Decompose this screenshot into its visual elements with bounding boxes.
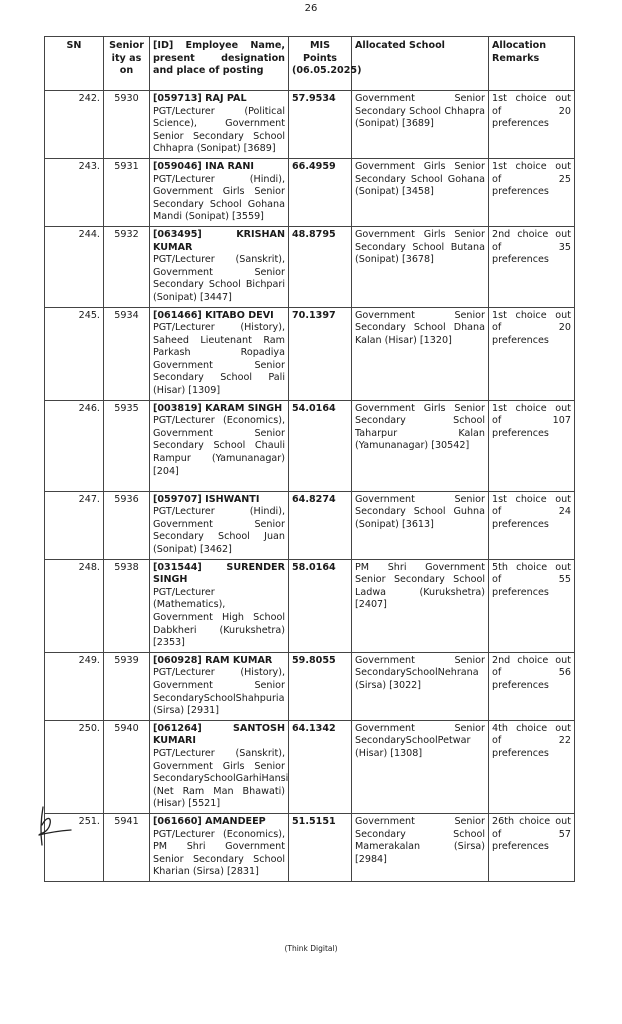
table-row [45,91,575,159]
cell-allocated-school: Government Senior Secondary School Dhana Kalan (Hisar) [1320] [352,307,489,400]
cell-allocation-remarks: 1st choice out of 20 preferences [489,307,575,400]
cell-allocation-remarks: 26th choice out of 57 preferences [489,813,575,881]
employee-posting: PGT/Lecturer (Hindi), Government Girls Senior Secondary School Gohana Mandi (Sonipat) [3559] [153,173,285,223]
cell-sn: 247. [45,491,104,559]
cell-employee [150,720,289,813]
employee-id-name: [059707] ISHWANTI [153,493,260,505]
table-row [45,559,575,652]
cell-seniority: 5932 [104,226,150,307]
employee-posting: PGT/Lecturer (Economics), Government Senior Secondary School Chauli Rampur (Yamunanagar) [204] [153,415,285,477]
cell-mis-points: 64.1342 [289,720,352,813]
cell-seniority: 5935 [104,400,150,491]
cell-allocated-school: Government Girls Senior Secondary School Taharpur Kalan (Yamunanagar) [30542] [352,400,489,491]
cell-sn: 248. [45,559,104,652]
cell-allocated-school: Government Senior Secondary School Chhapra (Sonipat) [3689] [352,91,489,159]
cell-allocation-remarks: 1st choice out of 24 preferences [489,491,575,559]
employee-posting: PGT/Lecturer (Political Science), Government Senior Secondary School Chhapra (Sonipat) [3689] [153,105,285,155]
table-row [45,491,575,559]
cell-allocated-school: Government Senior SecondarySchoolPetwar (Hisar) [1308] [352,720,489,813]
page-number: 26 [304,3,318,14]
cell-sn: 250. [45,720,104,813]
cell-sn: 244. [45,226,104,307]
employee-id-name: [059046] INA RANI [153,160,254,172]
cell-employee [150,652,289,720]
cell-employee [150,491,289,559]
header-employee: [ID] Employee Name, present designation and place of posting [150,37,289,91]
cell-employee [150,158,289,226]
cell-allocation-remarks: 2nd choice out of 56 preferences [489,652,575,720]
cell-sn: 245. [45,307,104,400]
cell-allocation-remarks: 4th choice out of 22 preferences [489,720,575,813]
cell-mis-points: 64.8274 [289,491,352,559]
table-row [45,720,575,813]
cell-sn: 246. [45,400,104,491]
cell-seniority: 5939 [104,652,150,720]
employee-posting: PGT/Lecturer (Hindi), Government Senior Secondary School Juan (Sonipat) [3462] [153,506,285,556]
cell-mis-points: 66.4959 [289,158,352,226]
employee-posting: PGT/Lecturer (Economics), PM Shri Government Senior Secondary School Kharian (Sirsa) [2831] [153,828,285,878]
cell-allocation-remarks: 2nd choice out of 35 preferences [489,226,575,307]
cell-seniority: 5931 [104,158,150,226]
employee-id-name: [059713] RAJ PAL [153,93,247,104]
table-row [45,400,575,491]
header-seniority: Senior ity as on [104,37,150,91]
cell-seniority: 5938 [104,559,150,652]
table-row [45,813,575,881]
table-row [45,652,575,720]
cell-allocation-remarks: 1st choice out of 20 preferences [489,91,575,159]
cell-sn: 242. [45,91,104,159]
cell-allocated-school: Government Girls Senior Secondary School Gohana (Sonipat) [3458] [352,158,489,226]
cell-allocated-school: Government Senior Secondary School Mamerakalan (Sirsa) [2984] [352,813,489,881]
table-row [45,226,575,307]
cell-employee [150,307,289,400]
cell-employee [150,813,289,881]
employee-id-name: [061264] SANTOSH KUMARI [153,722,285,747]
header-sn: SN [45,37,104,91]
cell-allocated-school: Government Senior SecondarySchoolNehrana (Sirsa) [3022] [352,652,489,720]
cell-sn: 243. [45,158,104,226]
footer-note: (Think Digital) [284,944,338,953]
cell-seniority: 5940 [104,720,150,813]
allocation-table [44,36,575,882]
employee-posting: PGT/Lecturer (History), Government Senior SecondarySchoolShahpuria (Sirsa) [2931] [153,667,285,717]
employee-id-name: [061660] AMANDEEP [153,815,266,827]
cell-seniority: 5934 [104,307,150,400]
cell-allocation-remarks: 1st choice out of 107 preferences [489,400,575,491]
cell-mis-points: 48.8795 [289,226,352,307]
cell-sn: 251. [45,813,104,881]
cell-employee [150,559,289,652]
cell-mis-points: 70.1397 [289,307,352,400]
table-row [45,307,575,400]
cell-mis-points: 54.0164 [289,400,352,491]
cell-seniority: 5930 [104,91,150,159]
employee-id-name: [031544] SURENDER SINGH [153,561,285,586]
cell-mis-points: 57.9534 [289,91,352,159]
employee-id-name: [003819] KARAM SINGH [153,402,283,414]
cell-allocation-remarks: 5th choice out of 55 preferences [489,559,575,652]
employee-id-name: [060928] RAM KUMAR [153,654,273,666]
employee-id-name: [063495] KRISHAN KUMAR [153,228,285,253]
employee-id-name: [061466] KITABO DEVI [153,309,274,321]
cell-allocated-school: Government Senior Secondary School Guhna (Sonipat) [3613] [352,491,489,559]
header-allocated-school: Allocated School [352,37,489,91]
cell-mis-points: 58.0164 [289,559,352,652]
table-row [45,158,575,226]
employee-posting: PGT/Lecturer (Sanskrit), Government Girls Senior SecondarySchoolGarhiHansi (Net Ram Man Bhawati) (Hisar) [5521] [153,747,289,810]
cell-employee [150,400,289,491]
header-mis-points: MIS Points (06.05.2025) [289,37,352,91]
cell-seniority: 5936 [104,491,150,559]
cell-employee [150,91,289,159]
employee-posting: PGT/Lecturer (Mathematics), Government High School Dabkheri (Kurukshetra) [2353] [153,586,285,649]
header-allocation-remarks: Allocation Remarks [489,37,575,91]
cell-mis-points: 51.5151 [289,813,352,881]
cell-allocated-school: Government Girls Senior Secondary School Butana (Sonipat) [3678] [352,226,489,307]
cell-mis-points: 59.8055 [289,652,352,720]
cell-seniority: 5941 [104,813,150,881]
cell-employee [150,226,289,307]
cell-allocation-remarks: 1st choice out of 25 preferences [489,158,575,226]
cell-allocated-school: PM Shri Government Senior Secondary School Ladwa (Kurukshetra) [2407] [352,559,489,652]
cell-sn: 249. [45,652,104,720]
employee-posting: PGT/Lecturer (Sanskrit), Government Senior Secondary School Bichpari (Sonipat) [3447] [153,254,285,303]
table-header-row [45,37,575,91]
handwritten-signature [33,803,73,849]
employee-posting: PGT/Lecturer (History), Saheed Lieutenant Ram Parkash Ropadiya Government Senior Secondary School Pali (Hisar) [1309] [153,322,285,397]
